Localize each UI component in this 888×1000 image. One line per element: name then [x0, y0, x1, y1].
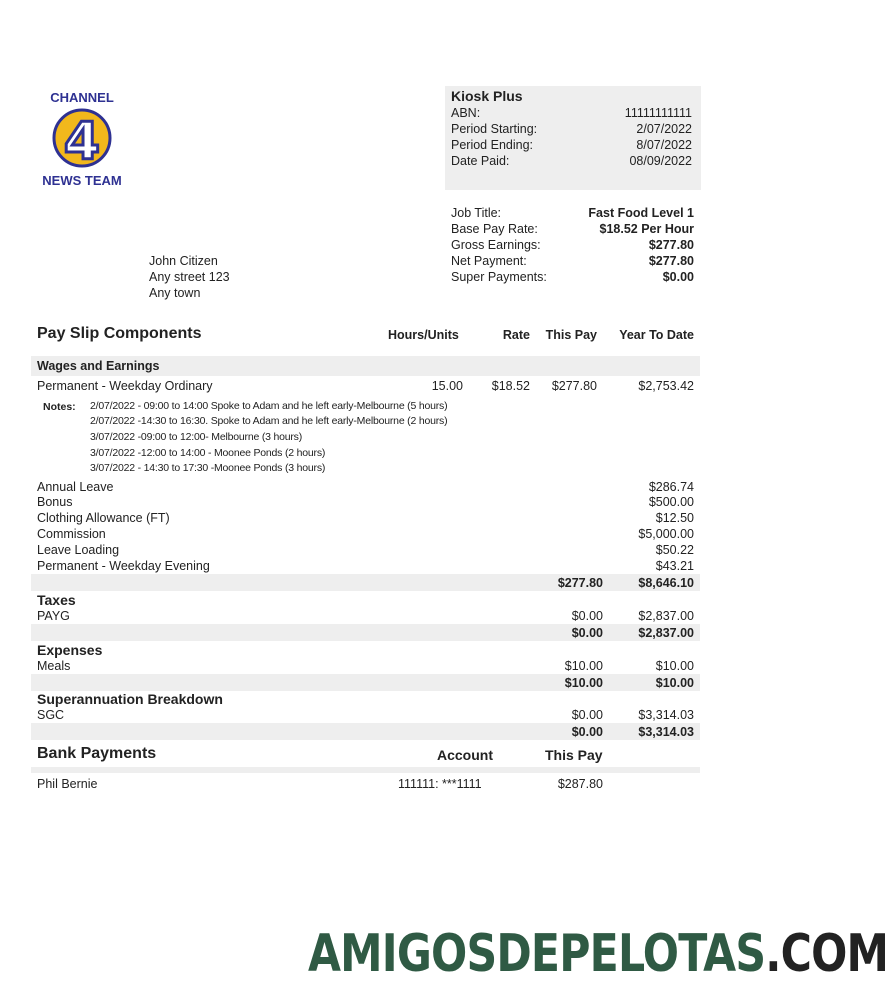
- earning-row-ytd: $286.74: [648, 480, 694, 494]
- col-hours-header: Hours/Units: [388, 328, 459, 342]
- expenses-row-ytd: $10.00: [655, 659, 694, 673]
- super-total-ytd: $3,314.03: [638, 725, 694, 739]
- wage-row-ytd: $2,753.42: [638, 379, 694, 393]
- channel-4-logo-graphic: [34, 88, 130, 192]
- logo-top-text: CHANNEL: [50, 90, 114, 105]
- base-pay-rate-value: $18.52 Per Hour: [599, 222, 694, 236]
- wage-row-rate: $18.52: [491, 379, 530, 393]
- date-paid-label: Date Paid:: [451, 154, 510, 168]
- employee-name: John Citizen: [149, 254, 218, 268]
- company-name: Kiosk Plus: [451, 88, 523, 104]
- period-start-value: 2/07/2022: [636, 122, 692, 136]
- earning-row-label: Permanent - Weekday Evening: [37, 559, 210, 573]
- earning-row-label: Commission: [37, 527, 106, 541]
- logo-bottom-text: NEWS TEAM: [42, 173, 122, 188]
- earning-row-ytd: $43.21: [655, 559, 694, 573]
- bank-row-name: Phil Bernie: [37, 777, 98, 791]
- wages-title: Wages and Earnings: [37, 359, 160, 373]
- abn-value: 11111111111: [624, 106, 692, 120]
- logo-numeral: 4: [63, 112, 101, 172]
- date-paid-value: 08/09/2022: [629, 154, 692, 168]
- net-payment-value: $277.80: [648, 254, 694, 268]
- earning-row-ytd: $50.22: [655, 543, 694, 557]
- taxes-row-this-pay: $0.00: [571, 609, 603, 623]
- wages-total-ytd: $8,646.10: [638, 576, 694, 590]
- gross-earnings-value: $277.80: [648, 238, 694, 252]
- employee-street: Any street 123: [149, 270, 230, 284]
- super-payments-label: Super Payments:: [451, 270, 547, 284]
- taxes-row-label: PAYG: [37, 609, 70, 623]
- period-end-label: Period Ending:: [451, 138, 534, 152]
- base-pay-rate-label: Base Pay Rate:: [451, 222, 538, 236]
- taxes-row-ytd: $2,837.00: [638, 609, 694, 623]
- earning-row-ytd: $12.50: [655, 511, 694, 525]
- earning-row-label: Clothing Allowance (FT): [37, 511, 170, 525]
- wages-total-this-pay: $277.80: [557, 576, 603, 590]
- expenses-row-this-pay: $10.00: [564, 659, 603, 673]
- expenses-total-ytd: $10.00: [655, 676, 694, 690]
- job-title-label: Job Title:: [451, 206, 502, 220]
- col-ytd-header: Year To Date: [619, 328, 694, 342]
- super-row-this-pay: $0.00: [571, 708, 603, 722]
- abn-label: ABN:: [451, 106, 481, 120]
- gross-earnings-label: Gross Earnings:: [451, 238, 541, 252]
- period-start-label: Period Starting:: [451, 122, 538, 136]
- expenses-total-this-pay: $10.00: [564, 676, 603, 690]
- taxes-total-this-pay: $0.00: [571, 626, 603, 640]
- period-end-value: 8/07/2022: [636, 138, 692, 152]
- net-payment-label: Net Payment:: [451, 254, 527, 268]
- employee-town: Any town: [149, 286, 201, 300]
- note-line: 2/07/2022 -14:30 to 16:30. Spoke to Adam and he left early-Melbourne (2 hours): [90, 415, 448, 427]
- bank-col-this-pay: This Pay: [545, 747, 603, 763]
- taxes-total-ytd: $2,837.00: [638, 626, 694, 640]
- note-line: 3/07/2022 -12:00 to 14:00 - Moonee Ponds (2 hours): [90, 447, 326, 459]
- earning-row-label: Bonus: [37, 495, 73, 509]
- bank-col-account: Account: [437, 747, 493, 763]
- wage-row-hours: 15.00: [431, 379, 463, 393]
- expenses-title: Expenses: [37, 642, 103, 658]
- job-title-value: Fast Food Level 1: [588, 206, 694, 220]
- col-rate-header: Rate: [502, 328, 530, 342]
- note-line: 2/07/2022 - 09:00 to 14:00 Spoke to Adam and he left early-Melbourne (5 hours): [90, 400, 448, 412]
- earning-row-ytd: $500.00: [648, 495, 694, 509]
- bank-row-account: 111111: ***1111: [398, 777, 482, 791]
- col-this-pay-header: This Pay: [545, 328, 597, 342]
- company-logo: [34, 88, 130, 192]
- super-payments-value: $0.00: [662, 270, 694, 284]
- watermark-brand: [308, 924, 888, 984]
- watermark-suffix: .COM: [765, 924, 888, 984]
- earning-row-label: Leave Loading: [37, 543, 120, 557]
- super-row-label: SGC: [37, 708, 65, 722]
- earning-row-label: Annual Leave: [37, 480, 114, 494]
- bank-row-this-pay: $287.80: [557, 777, 603, 791]
- notes-label: Notes:: [43, 401, 76, 413]
- super-title: Superannuation Breakdown: [37, 691, 223, 707]
- bank-divider-band: [31, 767, 700, 773]
- bank-title: Bank Payments: [37, 745, 157, 762]
- expenses-row-label: Meals: [37, 659, 71, 673]
- earning-row-ytd: $5,000.00: [638, 527, 694, 541]
- wage-row-this-pay: $277.80: [551, 379, 597, 393]
- wage-row-label: Permanent - Weekday Ordinary: [37, 379, 213, 393]
- taxes-title: Taxes: [37, 592, 76, 608]
- super-total-this-pay: $0.00: [571, 725, 603, 739]
- note-line: 3/07/2022 -09:00 to 12:00- Melbourne (3 hours): [90, 431, 303, 443]
- components-title: Pay Slip Components: [37, 325, 202, 342]
- note-line: 3/07/2022 - 14:30 to 17:30 -Moonee Ponds (3 hours): [90, 462, 326, 474]
- watermark-main: AMIGOSDEPELOTAS: [308, 924, 766, 984]
- super-row-ytd: $3,314.03: [638, 708, 694, 722]
